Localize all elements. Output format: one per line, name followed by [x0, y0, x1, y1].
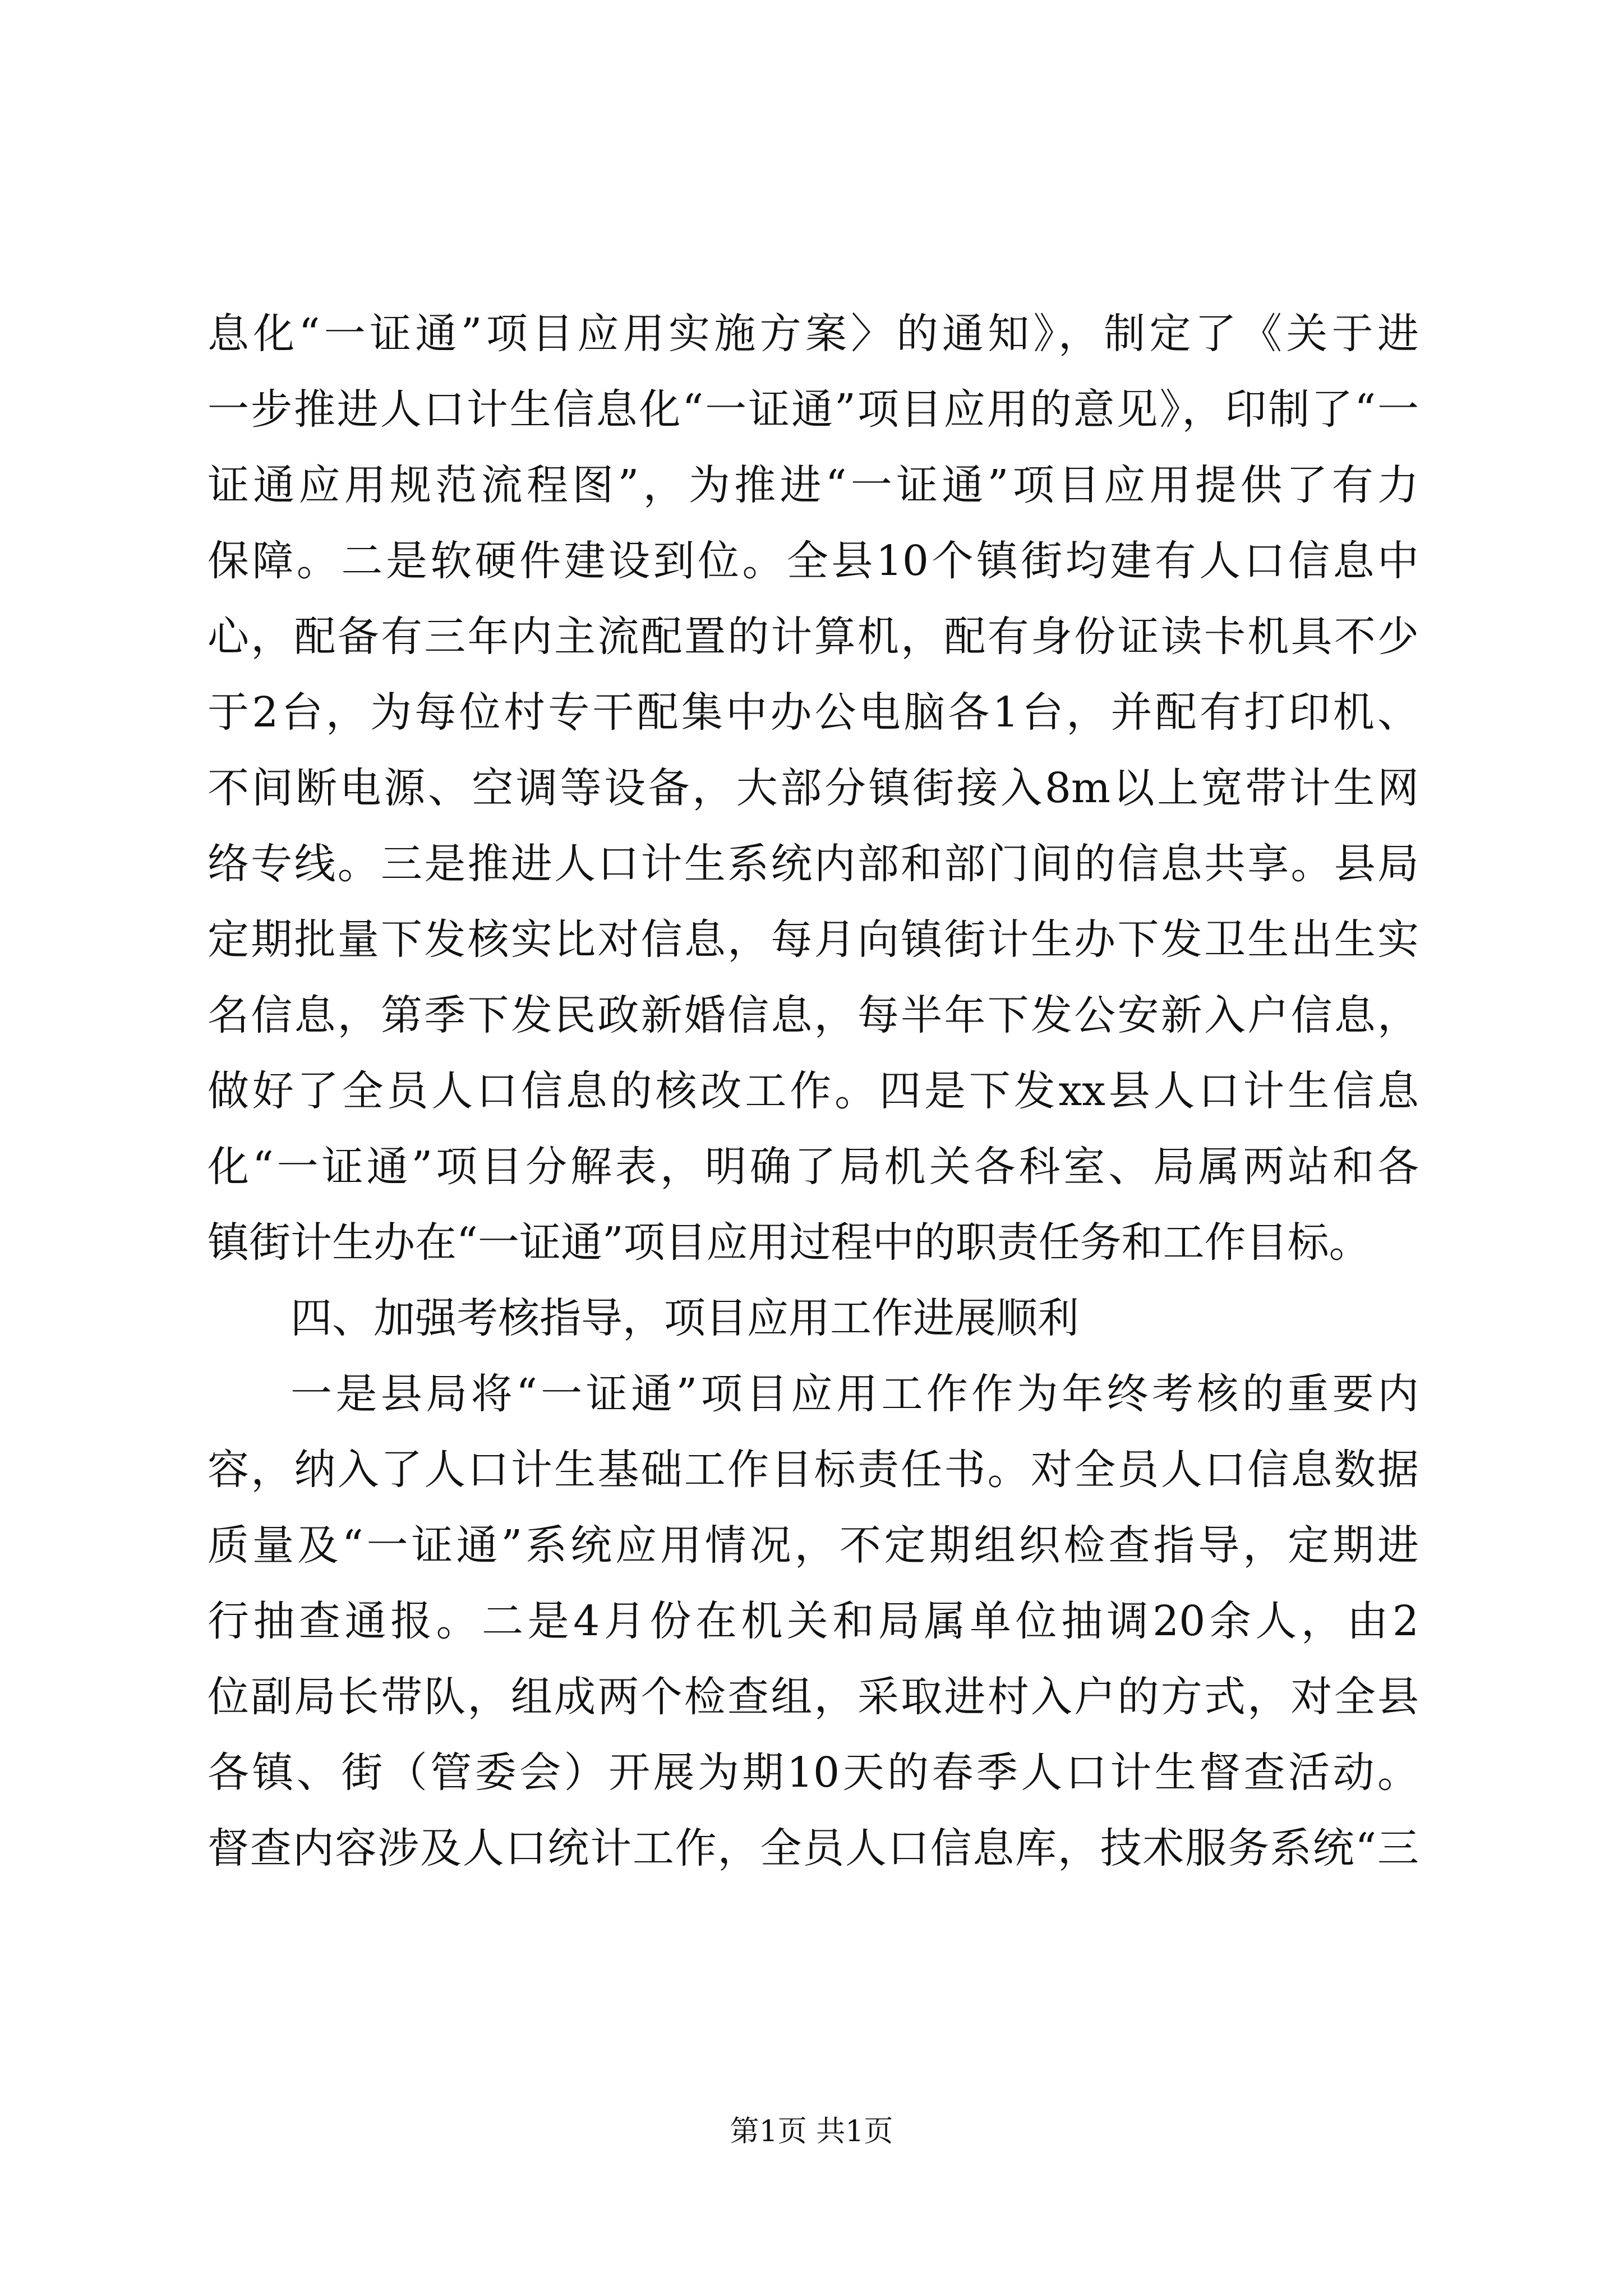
text-line-21: 督查内容涉及人口统计工作，全员人口信息库，技术服务系统“三 [208, 1824, 1419, 1872]
text-line-1: 息化“一证通”项目应用实施方案〉的通知》，制定了《关于进 [208, 310, 1419, 358]
text-line-17: 质量及“一证通”系统应用情况，不定期组织检查指导，定期进 [208, 1521, 1419, 1570]
text-line-12: 化“一证通”项目分解表，明确了局机关各科室、局属两站和各 [208, 1143, 1419, 1191]
document-body [208, 296, 1419, 1887]
text-line-2: 一步推进人口计生信息化“一证通”项目应用的意见》，印制了“一 [208, 385, 1419, 434]
text-line-8: 络专线。三是推进人口计生系统内部和部门间的信息共享。县局 [208, 840, 1419, 888]
text-line-3: 证通应用规范流程图”，为推进“一证通”项目应用提供了有力 [208, 461, 1419, 509]
text-line-10: 名信息，第季下发民政新婚信息，每半年下发公安新入户信息， [208, 991, 1419, 1039]
text-line-7: 不间断电源、空调等设备，大部分镇街接入8m以上宽带计生网 [208, 764, 1419, 812]
text-line-16: 容，纳入了人口计生基础工作目标责任书。对全员人口信息数据 [208, 1446, 1419, 1494]
page-footer: 第1页 共1页 [730, 2115, 893, 2148]
text-line-5: 心，配备有三年内主流配置的计算机，配有身份证读卡机具不少 [208, 613, 1419, 661]
section-heading: 四、加强考核指导，项目应用工作进展顺利 [291, 1294, 1079, 1342]
text-line-9: 定期批量下发核实比对信息，每月向镇街计生办下发卫生出生实 [208, 915, 1419, 964]
text-line-20: 各镇、街（管委会）开展为期10天的春季人口计生督查活动。 [208, 1749, 1419, 1797]
text-line-4: 保障。二是软硬件建设到位。全县10个镇街均建有人口信息中 [208, 537, 1419, 585]
text-line-13: 镇街计生办在“一证通”项目应用过程中的职责任务和工作目标。 [208, 1218, 1371, 1267]
text-line-15: 一是县局将“一证通”项目应用工作作为年终考核的重要内 [291, 1370, 1419, 1418]
text-line-18: 行抽查通报。二是4月份在机关和局属单位抽调20余人，由2 [208, 1597, 1419, 1645]
text-line-6: 于2台，为每位村专干配集中办公电脑各1台，并配有打印机、 [208, 688, 1419, 737]
text-line-19: 位副局长带队，组成两个检查组，采取进村入户的方式，对全县 [208, 1673, 1419, 1721]
text-line-11: 做好了全员人口信息的核改工作。四是下发xx县人口计生信息 [208, 1067, 1419, 1115]
